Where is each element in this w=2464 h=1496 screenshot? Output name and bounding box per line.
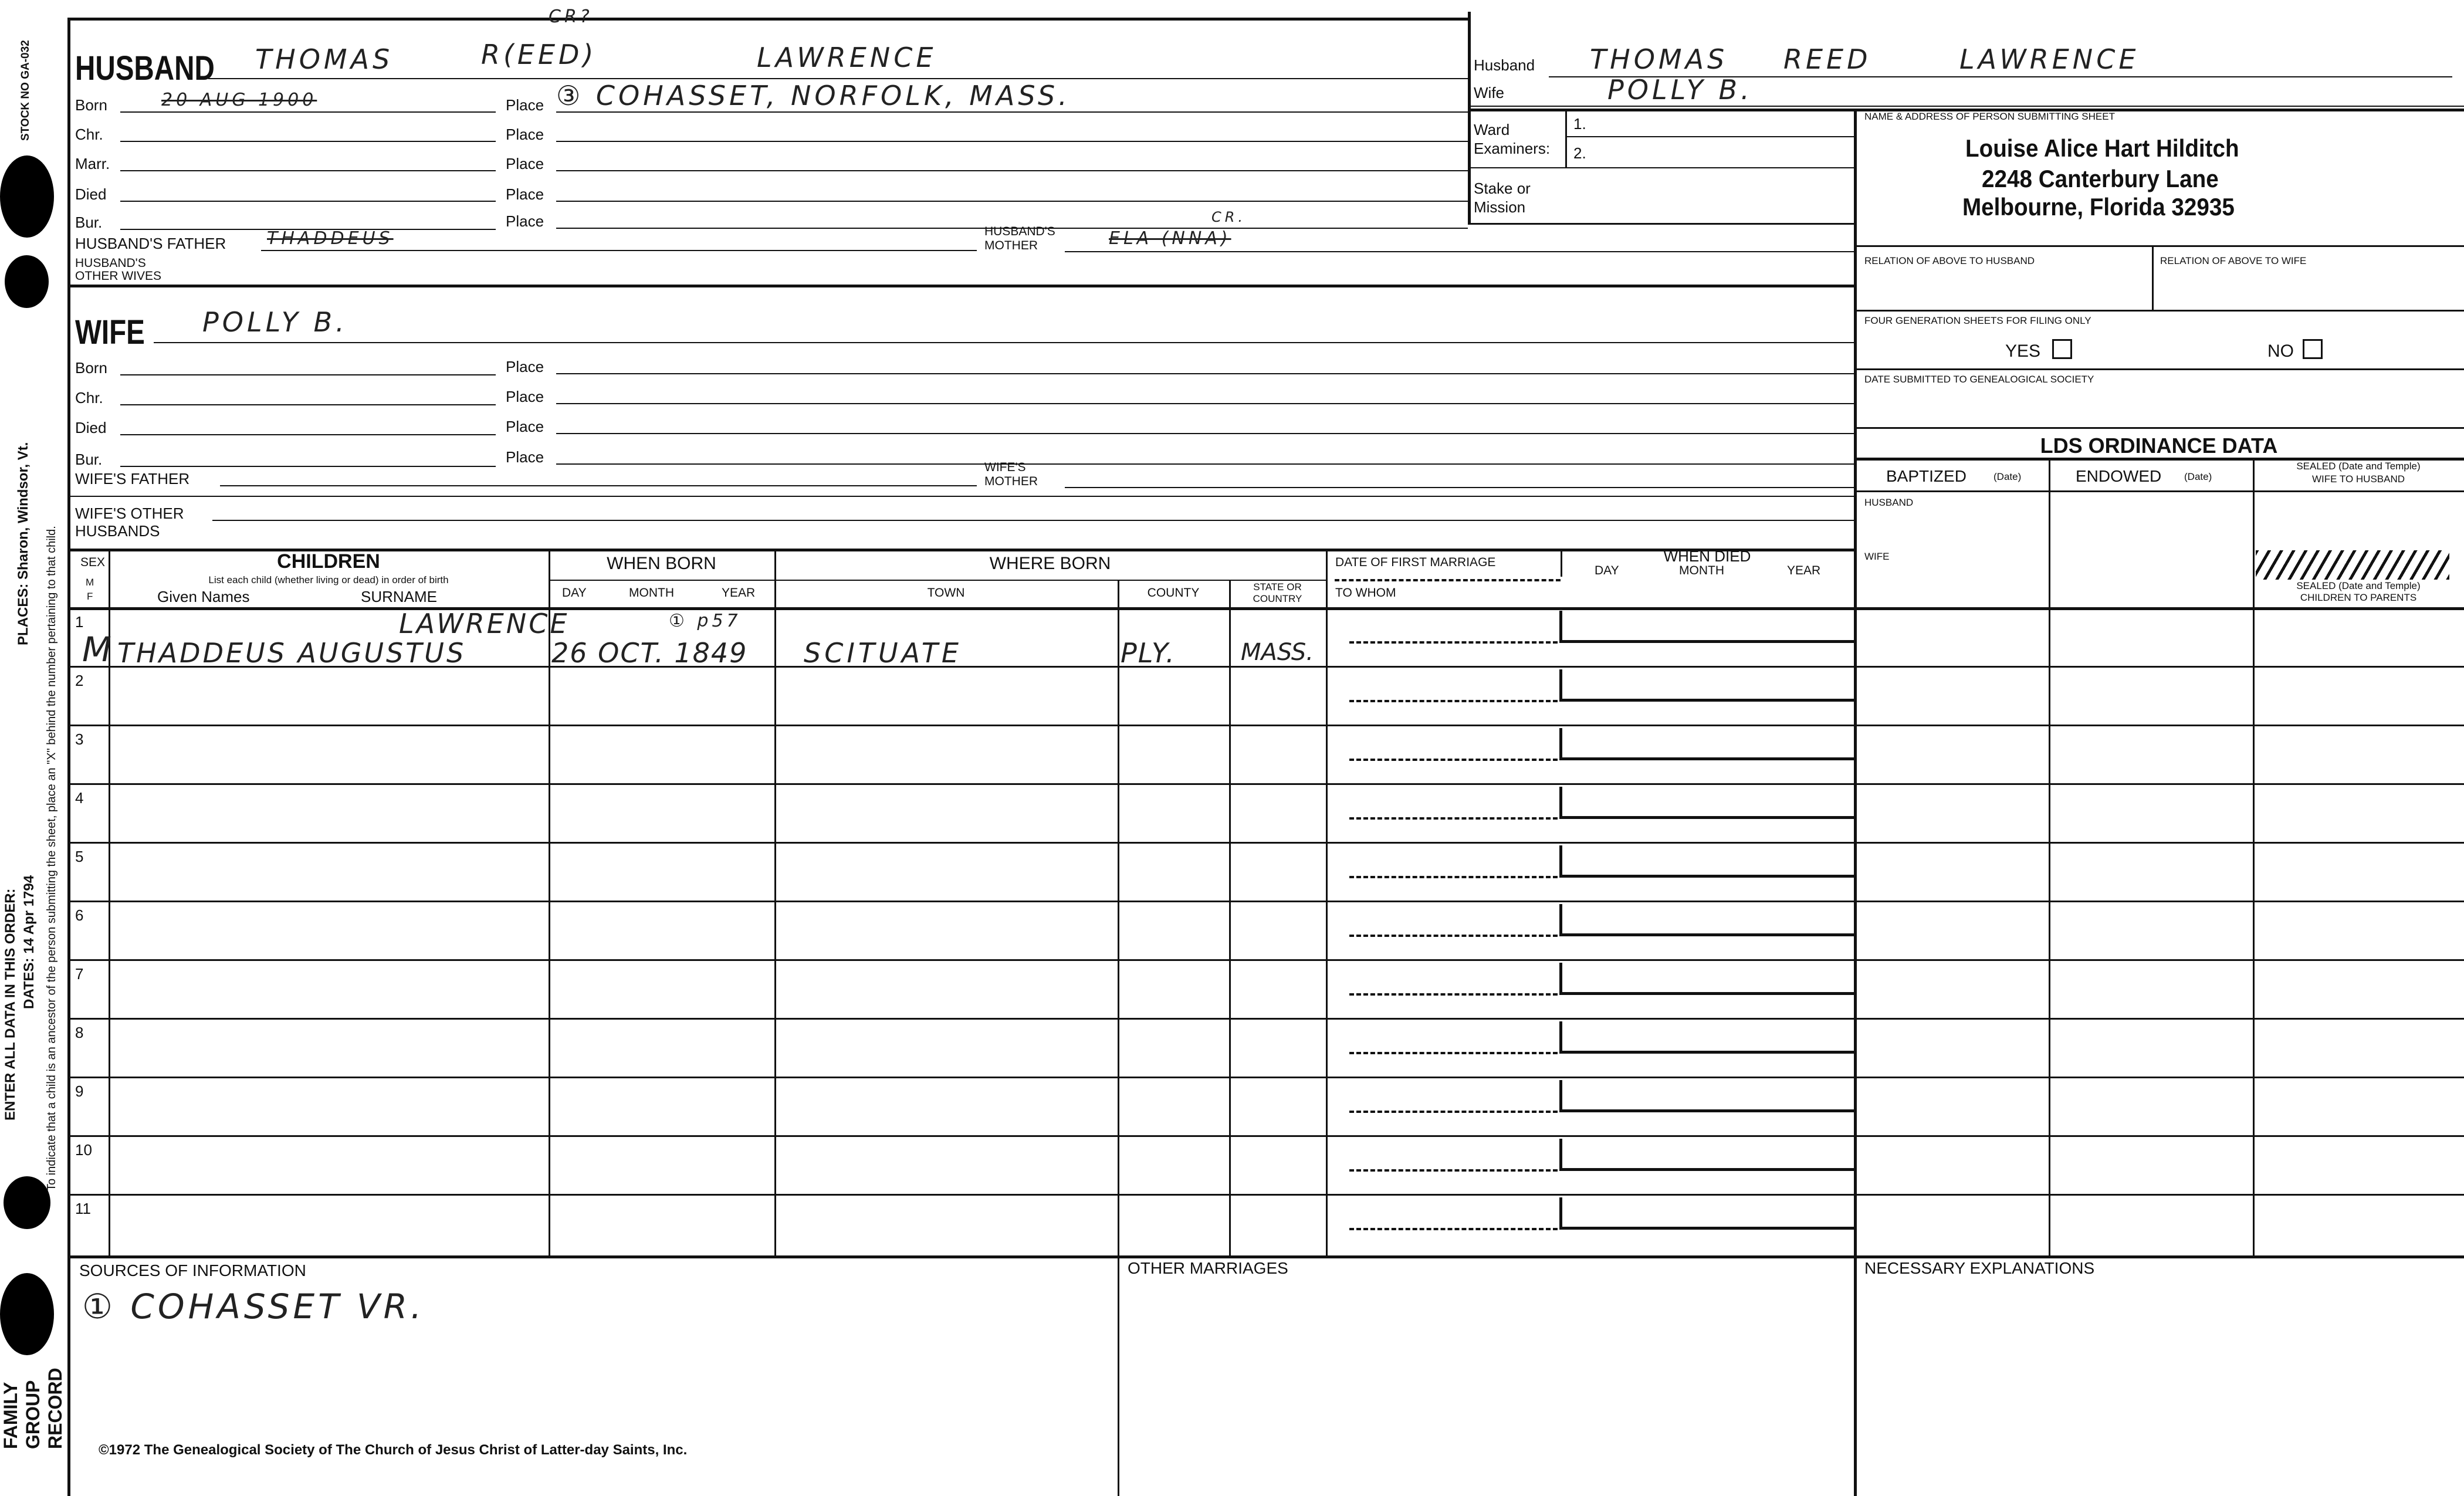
husband-chr-place-label: Place	[506, 126, 544, 143]
wife-chr-place-line	[556, 403, 1854, 404]
child-row-number: 10	[75, 1141, 92, 1159]
to-whom-header: TO WHOM	[1335, 586, 1396, 600]
child-row-divider	[67, 1018, 2464, 1020]
husband-middle-note: CR?	[549, 6, 593, 27]
form-title-family: FAMILY	[0, 1382, 21, 1449]
stake-line	[1468, 223, 1854, 225]
stock-number: STOCK NO GA-032	[19, 40, 32, 141]
husbands-other-wives-label-2: OTHER WIVES	[75, 269, 162, 283]
rh-husband-middle: REED	[1783, 43, 1871, 75]
wifes-father-line	[220, 485, 977, 486]
relation-divider	[2152, 245, 2154, 310]
died-date-line	[1559, 933, 1854, 936]
husband-born-place: ③ COHASSET, NORFOLK, MASS.	[556, 80, 1071, 111]
husband-name-line	[208, 78, 1468, 79]
rh-husband-surname: LAWRENCE	[1959, 43, 2140, 75]
husbands-father-name: THADDEUS	[267, 228, 394, 249]
marriage-date-line	[1349, 876, 1558, 878]
form-title-record: RECORD	[45, 1368, 66, 1449]
husband-bur-place-label: Place	[506, 212, 544, 230]
source-1: ① COHASSET VR.	[82, 1287, 425, 1326]
husband-marr-place-label: Place	[506, 155, 544, 172]
died-date-line	[1559, 1168, 1854, 1171]
husband-chr-place-line	[556, 141, 1468, 142]
when-born-header: WHEN BORN	[607, 554, 716, 573]
husband-chr-date-line	[120, 141, 496, 142]
endowed-label: ENDOWED	[2076, 467, 2162, 485]
died-bracket	[1559, 963, 1562, 993]
relation-top-line	[1854, 245, 2464, 247]
died-date-line	[1559, 992, 1854, 995]
given-names-header: Given Names	[157, 588, 250, 605]
examiners-label: Examiners:	[1474, 140, 1551, 157]
husbands-father-line	[261, 250, 977, 251]
husband-chr-label: Chr.	[75, 126, 103, 143]
state-header-2: COUNTRY	[1253, 593, 1302, 604]
child-row-divider	[67, 783, 2464, 785]
sealed-hatched-area	[2256, 550, 2449, 580]
footer-divider	[1118, 1255, 1119, 1496]
died-day-header: DAY	[1595, 564, 1619, 577]
child-1-born-note: ① p57	[669, 611, 742, 631]
died-month-header: MONTH	[1679, 564, 1724, 577]
relation-bottom-line	[1854, 310, 2464, 312]
husband-bur-label: Bur.	[75, 214, 103, 231]
wifes-father-label: WIFE'S FATHER	[75, 470, 190, 488]
husband-born-date-line	[120, 111, 496, 113]
child-1-town: SCITUATE	[804, 637, 962, 669]
child-1-surname: LAWRENCE	[399, 608, 570, 639]
husband-died-date-line	[120, 201, 496, 202]
submitter-street: 2248 Canterbury Lane	[1982, 165, 2219, 192]
wife-born-date-line	[120, 374, 496, 375]
rh-wife-line	[1468, 106, 2464, 107]
husband-section-bottom	[67, 285, 1854, 287]
sealed-children-label-1: SEALED (Date and Temple)	[2296, 580, 2421, 591]
marriage-header-dash	[1335, 579, 1561, 581]
died-year-header: YEAR	[1787, 564, 1821, 577]
stake-label-2: Mission	[1474, 198, 1526, 216]
child-row-divider	[67, 1135, 2464, 1137]
other-marriages-label: OTHER MARRIAGES	[1128, 1259, 1288, 1277]
ordinance-header-bottom	[1854, 490, 2464, 492]
wifes-mother-label-2: MOTHER	[984, 475, 1038, 488]
husband-born-label: Born	[75, 96, 107, 114]
date-submitted-label: DATE SUBMITTED TO GENEALOGICAL SOCIETY	[1864, 374, 2094, 385]
marriage-date-line	[1349, 993, 1558, 996]
binder-hole-4	[0, 1273, 54, 1355]
child-1-given-names: THADDEUS AUGUSTUS	[117, 637, 466, 669]
marriage-date-line	[1349, 759, 1558, 761]
child-row-number: 11	[75, 1200, 91, 1217]
died-date-line	[1559, 816, 1854, 819]
child-row-number: 5	[75, 848, 84, 865]
born-year-header: YEAR	[722, 586, 756, 600]
wifes-mother-line	[1065, 487, 1854, 488]
sealed-wife-label-1: SEALED (Date and Temple)	[2296, 461, 2421, 472]
relation-wife-label: RELATION OF ABOVE TO WIFE	[2160, 255, 2307, 266]
wife-divider	[67, 496, 1854, 497]
wifes-mother-label-1: WIFE'S	[984, 461, 1026, 474]
died-date-line	[1559, 757, 1854, 760]
died-bracket	[1559, 669, 1562, 700]
husbands-mother-name: ELA (NNA)	[1109, 228, 1231, 249]
children-table-bottom	[67, 1255, 2464, 1258]
husbands-other-wives-label-1: HUSBAND'S	[75, 256, 146, 270]
sex-header-m: M	[86, 577, 94, 588]
marriage-date-line	[1349, 641, 1558, 644]
child-row-divider	[67, 725, 2464, 726]
husbands-mother-label-2: MOTHER	[984, 239, 1038, 252]
sealed-children-label-2: CHILDREN TO PARENTS	[2300, 592, 2417, 603]
name-address-label: NAME & ADDRESS OF PERSON SUBMITTING SHEET	[1864, 111, 2115, 122]
rh-wife-name: POLLY B.	[1607, 74, 1753, 106]
husband-born-place-line	[556, 111, 1468, 113]
ward-label: Ward	[1474, 121, 1510, 138]
wife-died-label: Died	[75, 419, 107, 436]
husband-surname: LAWRENCE	[757, 42, 937, 73]
marriage-date-line	[1349, 935, 1558, 937]
wife-chr-date-line	[120, 404, 496, 405]
died-bracket	[1559, 1197, 1562, 1228]
died-date-line	[1559, 1109, 1854, 1112]
child-1-county: PLY.	[1121, 637, 1176, 669]
wife-bur-place-label: Place	[506, 448, 544, 466]
wifes-other-husbands-line	[212, 520, 1854, 521]
wife-born-place-line	[556, 373, 1854, 374]
surname-header: SURNAME	[361, 588, 438, 605]
sex-header: SEX	[80, 556, 106, 569]
right-panel-divider	[1854, 109, 1857, 1496]
four-gen-label: FOUR GENERATION SHEETS FOR FILING ONLY	[1864, 315, 2091, 326]
child-1-sex: M	[82, 629, 116, 669]
form-title-group: GROUP	[22, 1380, 43, 1449]
child-row-divider	[67, 901, 2464, 902]
husband-given-name: THOMAS	[255, 43, 394, 75]
husband-marr-date-line	[120, 170, 496, 171]
marriage-date-line	[1349, 1052, 1558, 1054]
child-row-divider	[67, 1077, 2464, 1078]
born-day-header: DAY	[562, 586, 587, 600]
marriage-date-line	[1349, 700, 1558, 702]
child-row-divider	[67, 1194, 2464, 1196]
died-date-line	[1559, 699, 1854, 702]
no-checkbox[interactable]	[2303, 339, 2323, 359]
husband-marr-place-line	[556, 170, 1468, 171]
wifes-other-husbands-label-2: HUSBANDS	[75, 522, 160, 540]
rh-husband-label: Husband	[1474, 56, 1535, 74]
yes-checkbox[interactable]	[2052, 339, 2072, 359]
binder-hole-1	[0, 155, 54, 238]
child-row-number: 1	[75, 613, 84, 631]
wife-died-date-line	[120, 434, 496, 435]
husband-died-place-line	[556, 201, 1468, 202]
sex-header-f: F	[87, 591, 93, 602]
child-row-number: 2	[75, 672, 84, 689]
where-born-header: WHERE BORN	[989, 554, 1111, 573]
husband-middle-name: R(EED)	[481, 39, 597, 70]
wife-chr-label: Chr.	[75, 389, 103, 407]
child-row-number: 6	[75, 906, 84, 924]
husband-died-label: Died	[75, 185, 107, 203]
necessary-explanations-label: NECESSARY EXPLANATIONS	[1864, 1259, 2095, 1277]
child-row-number: 9	[75, 1082, 84, 1100]
no-label: NO	[2267, 341, 2294, 361]
marriage-date-line	[1349, 1111, 1558, 1113]
marriage-date-line	[1349, 817, 1558, 820]
submitter-name: Louise Alice Hart Hilditch	[1965, 134, 2239, 162]
died-date-line	[1559, 875, 1854, 878]
rh-wife-label: Wife	[1474, 84, 1504, 101]
date-submitted-bottom-line	[1854, 427, 2464, 429]
town-header: TOWN	[927, 586, 965, 600]
submitter-city: Melbourne, Florida 32935	[1962, 193, 2235, 221]
stake-label-1: Stake or	[1474, 180, 1531, 197]
wife-bur-date-line	[120, 466, 496, 467]
baptized-label: BAPTIZED	[1886, 467, 1967, 485]
endowed-date-label: (Date)	[2184, 471, 2212, 482]
child-row-number: 8	[75, 1024, 84, 1041]
died-bracket	[1559, 787, 1562, 817]
wife-name: POLLY B.	[202, 306, 348, 338]
died-bracket	[1559, 728, 1562, 759]
first-marriage-header: DATE OF FIRST MARRIAGE	[1335, 556, 1496, 569]
died-bracket	[1559, 1080, 1562, 1111]
children-note: List each child (whether living or dead) in order of birth	[208, 574, 449, 585]
born-month-header: MONTH	[629, 586, 674, 600]
examiner-1-line	[1565, 136, 1854, 137]
ordinance-wife-label: WIFE	[1864, 551, 1890, 562]
four-gen-bottom-line	[1854, 368, 2464, 370]
wife-heading: WIFE	[75, 313, 145, 351]
binder-hole-2	[5, 255, 49, 308]
child-row-number: 4	[75, 789, 84, 807]
husbands-mother-label-1: HUSBAND'S	[984, 225, 1055, 238]
rh-husband-given: THOMAS	[1590, 43, 1728, 75]
marriage-date-line	[1349, 1169, 1558, 1172]
sealed-wife-label-2: WIFE TO HUSBAND	[2311, 473, 2405, 485]
when-died-header: WHEN DIED	[1663, 547, 1751, 565]
examiner-1-label: 1.	[1573, 115, 1586, 133]
wife-bur-place-line	[556, 463, 1854, 465]
sources-label: SOURCES OF INFORMATION	[79, 1261, 306, 1280]
lds-ordinance-title: LDS ORDINANCE DATA	[2040, 434, 2278, 458]
ancestor-instruction: To indicate that a child is an ancestor of the person submitting the sheet, place an "X" behind the number pertaining to that child.	[45, 526, 58, 1191]
relation-husband-label: RELATION OF ABOVE TO HUSBAND	[1864, 255, 2035, 266]
wife-died-place-line	[556, 433, 1854, 434]
died-bracket	[1559, 611, 1562, 641]
col-divider-county	[1229, 580, 1231, 1255]
examiner-2-line	[1468, 167, 1854, 168]
wife-born-place-label: Place	[506, 358, 544, 375]
child-row-divider	[67, 842, 2464, 844]
husband-died-place-label: Place	[506, 185, 544, 203]
wifes-other-husbands-label-1: WIFE'S OTHER	[75, 505, 184, 522]
died-bracket	[1559, 1021, 1562, 1052]
husbands-mother-line	[1065, 251, 1854, 252]
husband-born-place-label: Place	[506, 96, 544, 114]
child-row-number: 7	[75, 965, 84, 983]
copyright-notice: ©1972 The Genealogical Society of The Church of Jesus Christ of Latter-day Saints, Inc.	[99, 1442, 688, 1458]
husbands-mother-note: CR.	[1211, 209, 1247, 225]
county-header: COUNTY	[1147, 586, 1200, 600]
marriage-date-line	[1349, 1228, 1558, 1230]
died-date-line	[1559, 640, 1854, 643]
state-header-1: STATE OR	[1253, 581, 1302, 593]
children-header: CHILDREN	[277, 550, 380, 573]
died-bracket	[1559, 904, 1562, 935]
left-border	[67, 18, 70, 1496]
died-bracket	[1559, 1139, 1562, 1169]
husband-heading: HUSBAND	[75, 49, 215, 87]
wife-name-line	[154, 342, 1854, 343]
instruction-line-2: DATES: 14 Apr 1794	[21, 875, 37, 1009]
rh-divider	[1468, 12, 1471, 223]
born-subheader-line	[549, 580, 1326, 581]
baptized-date-label: (Date)	[1993, 471, 2022, 482]
died-date-line	[1559, 1051, 1854, 1054]
places-note: PLACES: Sharon, Windsor, Vt.	[15, 442, 31, 645]
husband-born-date: 20 AUG 1900	[161, 90, 317, 110]
wife-born-label: Born	[75, 359, 107, 377]
wife-chr-place-label: Place	[506, 388, 544, 405]
yes-label: YES	[2005, 341, 2041, 361]
binder-hole-3	[4, 1176, 50, 1229]
examiners-divider	[1565, 109, 1567, 167]
died-bracket	[1559, 845, 1562, 876]
wife-bur-label: Bur.	[75, 451, 103, 468]
col-divider-town	[1118, 580, 1119, 1255]
wife-died-place-label: Place	[506, 418, 544, 435]
examiner-2-label: 2.	[1573, 144, 1586, 162]
child-row-number: 3	[75, 730, 84, 748]
ordinance-husband-label: HUSBAND	[1864, 497, 1914, 508]
died-date-line	[1559, 1227, 1854, 1230]
child-1-born-date: 26 OCT. 1849	[551, 637, 748, 669]
child-1-state: MASS.	[1241, 639, 1314, 666]
child-row-divider	[67, 959, 2464, 961]
husband-marr-label: Marr.	[75, 155, 110, 172]
husbands-father-label: HUSBAND'S FATHER	[75, 235, 226, 252]
top-border-left	[67, 18, 1470, 21]
instruction-line-1: ENTER ALL DATA IN THIS ORDER:	[2, 888, 18, 1121]
